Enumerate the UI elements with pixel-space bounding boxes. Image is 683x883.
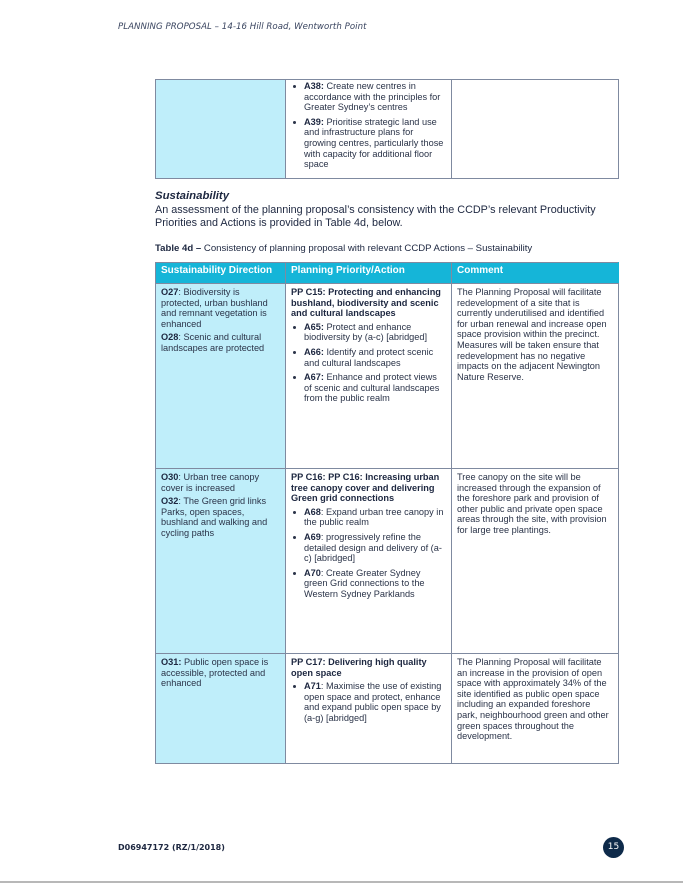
section-paragraph: An assessment of the planning proposal’s consistency with the CCDP’s relevant Productivity Priorities and Actions is provided in Table 4d, below. xyxy=(155,204,596,229)
action-list xyxy=(291,322,446,404)
direction-item: O27: Biodiversity is protected, urban bushland and remnant vegetation is enhanced xyxy=(161,287,268,329)
comment-cell: The Planning Proposal will facilitate an increase in the provision of open space with approximately 34% of the site identified as public open space including an expanded foreshore park, neighbourhood green and other green spaces throughout the development. xyxy=(452,654,619,764)
priority-title: PP C15: Protecting and enhancing bushland, biodiversity and scenic and cultural landscapes xyxy=(291,287,441,319)
table-row xyxy=(156,654,619,764)
action-cell xyxy=(286,80,452,179)
list-item: A68: Expand urban tree canopy in the public realm xyxy=(300,507,446,528)
list-item: A67: Enhance and protect views of scenic and cultural landscapes from the public realm xyxy=(300,372,446,404)
comment-cell xyxy=(452,80,619,179)
comment-cell: The Planning Proposal will facilitate redevelopment of a site that is currently underutilised and identified for urban renewal and increase open space provision within the precinct. Measures will be taken ensure that redevelopment has no negative impacts on the adjacent Newington Nature Reserve. xyxy=(452,284,619,469)
table-row xyxy=(156,469,619,654)
table-row xyxy=(156,80,619,179)
list-item: A66: Identify and protect scenic and cultural landscapes xyxy=(300,347,446,368)
list-item: A71: Maximise the use of existing open space and protect, enhance and expand public open space by (a-g) [abridged] xyxy=(300,681,446,723)
list-item: A38: Create new centres in accordance with the principles for Greater Sydney’s centres xyxy=(300,81,446,113)
direction-cell xyxy=(156,469,286,654)
document-id: D06947172 (RZ/1/2018) xyxy=(118,843,225,852)
column-header: Sustainability Direction xyxy=(156,263,286,284)
list-item: A69: progressively refine the detailed design and delivery of (a-c) [abridged] xyxy=(300,532,446,564)
direction-item: O32: The Green grid links Parks, open spaces, bushland and walking and cycling paths xyxy=(161,496,268,538)
action-list xyxy=(291,81,446,170)
table-header-row xyxy=(156,263,619,284)
direction-item: O31: Public open space is accessible, protected and enhanced xyxy=(161,657,269,689)
sustainability-table xyxy=(155,262,619,764)
action-cell xyxy=(286,654,452,764)
running-header: PLANNING PROPOSAL – 14-16 Hill Road, Wentworth Point xyxy=(118,22,367,32)
direction-item: O30: Urban tree canopy cover is increased xyxy=(161,472,260,493)
direction-cell xyxy=(156,80,286,179)
direction-cell xyxy=(156,654,286,764)
action-list xyxy=(291,681,446,723)
table-caption: Table 4d – Consistency of planning proposal with relevant CCDP Actions – Sustainability xyxy=(155,243,533,254)
action-cell xyxy=(286,284,452,469)
action-cell xyxy=(286,469,452,654)
direction-item: O28: Scenic and cultural landscapes are protected xyxy=(161,332,265,353)
page-number-badge: 15 xyxy=(603,837,624,858)
column-header: Comment xyxy=(452,263,619,284)
section-heading: Sustainability xyxy=(155,190,230,202)
priority-title: PP C17: Delivering high quality open space xyxy=(291,657,427,678)
action-list xyxy=(291,507,446,600)
list-item: A39: Prioritise strategic land use and infrastructure plans for growing centres, particularly those with capacity for additional floor space xyxy=(300,117,446,170)
direction-cell xyxy=(156,284,286,469)
continued-table xyxy=(155,79,619,179)
comment-cell: Tree canopy on the site will be increased through the expansion of the foreshore park and provision of other public and private open space areas through the site, with provision for large tree plantings. xyxy=(452,469,619,654)
list-item: A65: Protect and enhance biodiversity by (a-c) [abridged] xyxy=(300,322,446,343)
list-item: A70: Create Greater Sydney green Grid connections to the Western Sydney Parklands xyxy=(300,568,446,600)
table-row xyxy=(156,284,619,469)
column-header: Planning Priority/Action xyxy=(286,263,452,284)
priority-title: PP C16: PP C16: Increasing urban tree canopy cover and delivering Green grid connections xyxy=(291,472,440,504)
